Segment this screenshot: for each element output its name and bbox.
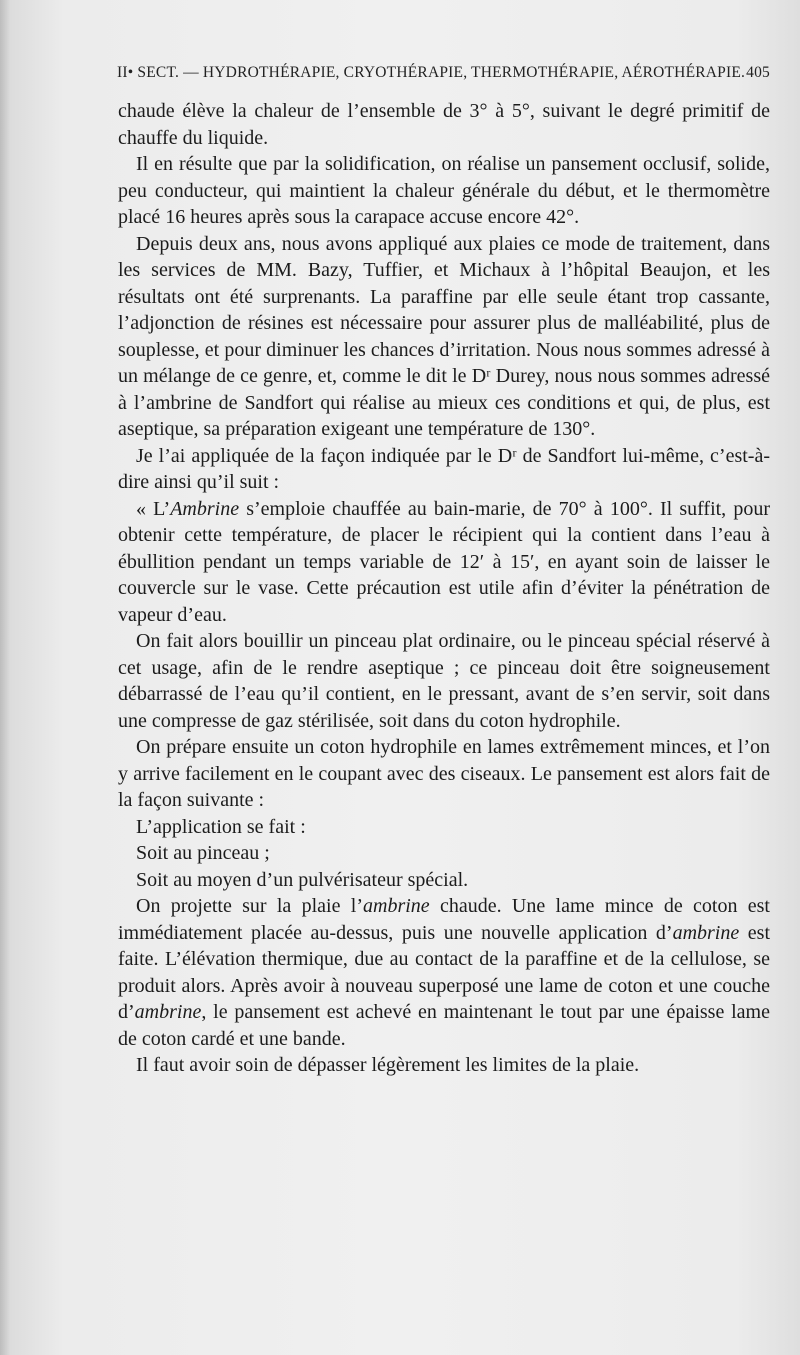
paragraph-quote	[118, 496, 770, 629]
page-edge-shadow	[0, 0, 10, 1355]
italic-term: ambrine	[134, 1001, 202, 1023]
paragraph-continuation: chaude élève la chaleur de l’ensemble de 3° à 5°, suivant le degré primitif de chauffe du liquide.	[118, 100, 770, 149]
text-segment: , le pansement est achevé en maintenant le tout par une épaisse lame de coton cardé et une bande.	[118, 1001, 770, 1050]
page-number: 405	[746, 64, 770, 81]
paragraph: Il faut avoir soin de dépasser légèrement les limites de la plaie.	[136, 1054, 640, 1076]
list-intro: L’application se fait :	[136, 815, 306, 838]
text-segment: est faite. L’élévation thermique, due au contact de la paraffine et de la cellulose, se produit alors. Après avoir à nouveau superposé une lame de coton et une couche d’	[118, 921, 770, 1023]
running-header-title: II• SECT. — HYDROTHÉRAPIE, CRYOTHÉRAPIE, THERMOTHÉRAPIE, AÉROTHÉRAPIE.	[117, 64, 746, 81]
quote-text-start: « L’	[136, 497, 171, 520]
paragraph: Je l’ai appliquée de la façon indiquée par le Dʳ de Sandfort lui-même, c’est-à-dire ainsi qu’il suit :	[118, 444, 770, 493]
list-item: Soit au pinceau ;	[136, 842, 270, 864]
paragraph: Depuis deux ans, nous avons appliqué aux plaies ce mode de traitement, dans les services de MM. Bazy, Tuffier, et Michaux à l’hôpital Beaujon, et les résultats ont été surprenants. La paraffine par elle seule étant trop cassante, l’adjonction de résines est nécessaire pour assurer plus de malléabilité, plus de souplesse, et pour diminuer les chances d’irritation. Nous nous sommes adressé à un mélange de ce genre, et, comme le dit le Dʳ Durey, nous nous sommes adressé à l’ambrine de Sandfort qui réalise au mieux ces conditions et qui, de plus, est aseptique, sa préparation exigeant une température de 130°.	[118, 232, 770, 440]
paragraph: On fait alors bouillir un pinceau plat ordinaire, ou le pinceau spécial réservé à cet usage, afin de le rendre aseptique ; ce pinceau doit être soigneusement débarrassé de l’eau qu’il contient, en le pressant, avant de s’en servir, soit dans une compresse de gaz stérilisée, soit dans du coton hydrophile.	[118, 630, 770, 732]
page-body	[118, 98, 770, 1079]
italic-term: ambrine	[363, 895, 430, 917]
list-item: Soit au moyen d’un pulvérisateur spécial.	[136, 868, 469, 891]
paragraph: Il en résulte que par la solidification, on réalise un pansement occlusif, solide, peu conducteur, qui maintient la chaleur générale du début, et le thermomètre placé 16 heures après sous la carapace accuse encore 42°.	[118, 153, 770, 228]
paragraph-ambrine	[118, 893, 770, 1052]
italic-term: ambrine	[672, 921, 740, 944]
text-segment: On projette sur la plaie l’	[136, 895, 363, 917]
text-segment: chaude. Une lame mince de coton est immédiatement placée au-dessus, puis une nouvelle application d’	[118, 895, 770, 944]
running-header	[117, 64, 770, 82]
quote-text-rest: s’emploie chauffée au bain-marie, de 70° à 100°. Il suffit, pour obtenir cette température, de placer le récipient qui la contient dans l’eau à ébullition pendant un temps variable de 12′ à 15′, en ayant soin de laisser le couvercle sur le vase. Cette précaution est utile afin d’éviter la pénétration de vapeur d’eau.	[118, 497, 770, 626]
quote-italic-term: Ambrine	[170, 497, 240, 520]
paragraph: On prépare ensuite un coton hydrophile en lames extrêmement minces, et l’on y arrive facilement en le coupant avec des ciseaux. Le pansement est alors fait de la façon suivante :	[118, 736, 770, 811]
